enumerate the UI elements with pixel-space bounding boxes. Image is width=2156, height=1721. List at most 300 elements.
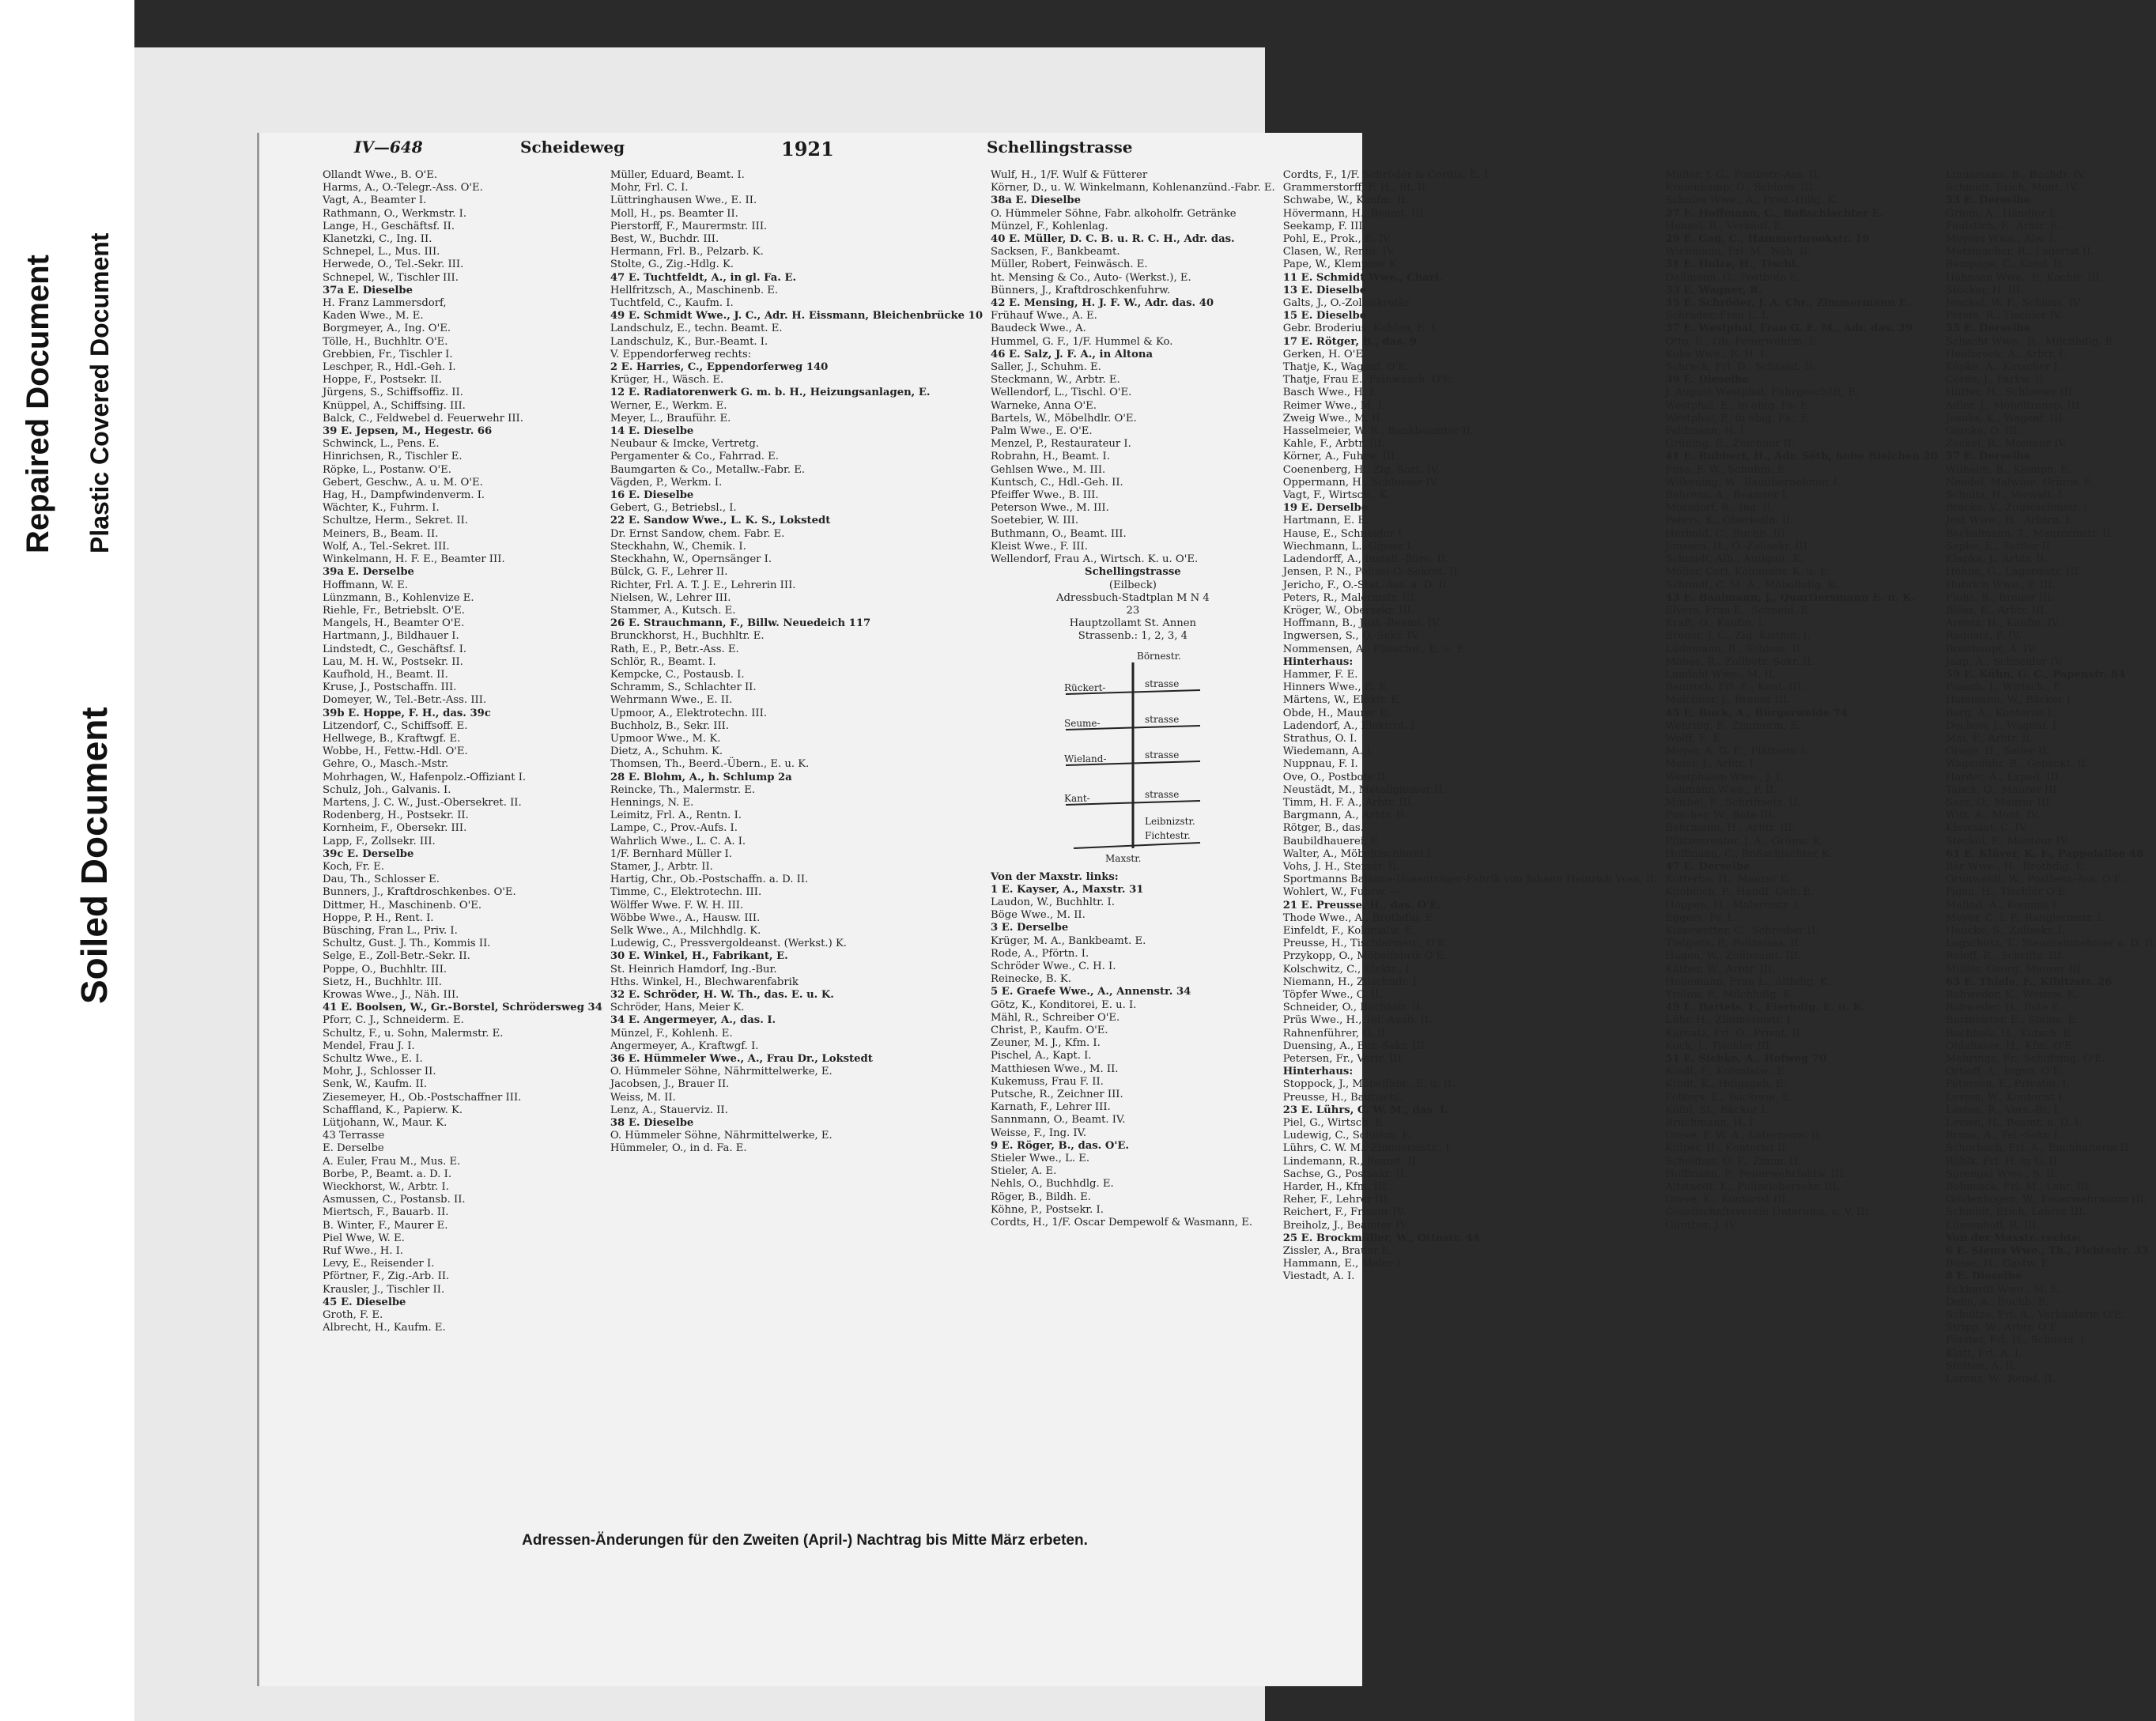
- directory-entry: Jaap, A., Schneider IV.: [1945, 655, 2063, 668]
- directory-entry: Peters, R., Tischler IV.: [1945, 310, 2063, 323]
- directory-entry: Gerken, H. O'E.: [1282, 348, 1367, 360]
- directory-entry: Bär Wwe., H., Brothdlg. E.: [1945, 860, 2087, 873]
- directory-entry: Schnepel, W., Tischler III.: [323, 271, 459, 284]
- directory-entry: Wolf, A., Tel.-Sekret. III.: [323, 540, 450, 553]
- directory-entry: Thatje, K., Wagenf. O'E.: [1282, 361, 1409, 374]
- directory-entry: Buchholz, H., Kutsch. E.: [1945, 1027, 2075, 1040]
- directory-entry: Dittmer, H., Maschinenb. O'E.: [323, 899, 482, 911]
- directory-entry: Beinroth, Frl. E., Kont. III.: [1665, 681, 1805, 694]
- directory-entry: B. Winter, F., Maurer E.: [323, 1219, 448, 1232]
- directory-entry: Tölle, H., Buchhltr. O'E.: [323, 335, 448, 348]
- directory-entry: Förster, Frl. H., Schneid. I.: [1945, 1334, 2088, 1347]
- directory-entry: Preusse, H., Tischlermstr., O'E.: [1282, 938, 1449, 950]
- directory-entry: 63 E. Thiele, F., Kibitzstr. 26: [1945, 976, 2113, 988]
- directory-entry: Jensen, P. N., Polizei-O.-Sekret. II.: [1282, 566, 1461, 579]
- directory-entry: Duensing, A., Bur.-Sekr. III.: [1282, 1040, 1429, 1052]
- directory-entry: Jürgens, S., Schiffsoffiz. II.: [323, 387, 463, 399]
- directory-entry: 39 E. Jepsen, M., Hegestr. 66: [323, 425, 493, 438]
- directory-entry: Buchholz, B., Sekr. III.: [610, 719, 730, 732]
- directory-entry: Kotterba, H., Maurer E.: [1665, 874, 1792, 886]
- directory-entry: Gehre, O., Masch.-Mstr.: [323, 758, 449, 771]
- directory-entry: Knobloch, P., Handl.-Geh. E.: [1665, 886, 1814, 899]
- directory-entry: Pförtner, F., Zig.-Arb. II.: [323, 1270, 450, 1283]
- directory-entry: Balck, C., Feldwebel d. Feuerwehr III.: [323, 412, 523, 425]
- directory-entry: Kröger, W., Obersekr. III.: [1282, 604, 1415, 617]
- directory-entry: Baumgarten & Co., Metallw.-Fabr. E.: [610, 463, 806, 476]
- directory-entry: Wichmann, Frl. M., Näh. II.: [1665, 246, 1811, 259]
- directory-entry: Meyer, L., Brauführ. E.: [610, 412, 731, 425]
- directory-entry: Strathus, O. I.: [1282, 732, 1357, 745]
- directory-entry: Fuss, F. W., Schuhm. E.: [1665, 463, 1788, 476]
- directory-entry: Nehls, O., Buchhdlg. E.: [991, 1178, 1114, 1191]
- directory-entry: (Eilbeck): [1108, 579, 1157, 591]
- directory-entry: 3 E. Derselbe: [991, 922, 1069, 934]
- directory-entry: Brüchmann, H. I.: [1665, 1117, 1757, 1130]
- directory-entry: 43 E. Baalmann, J., Quartiersmann E. u. K.: [1665, 591, 1916, 604]
- directory-entry: Folkers, E., Bäckerei, E.: [1665, 1091, 1793, 1104]
- directory-entry: Griem, A., Händler E.: [1945, 207, 2060, 220]
- directory-entry: Pforr, C. J., Schneiderm. E.: [323, 1014, 464, 1027]
- directory-entry: Hoffmann, W. E.: [323, 579, 408, 591]
- directory-entry: Mohr, Frl. C. I.: [610, 182, 689, 194]
- directory-entry: Lehmann Wwe., P. II.: [1665, 783, 1777, 796]
- directory-entry: Strassenb.: 1, 2, 3, 4: [1078, 630, 1188, 643]
- directory-entry: Faulstich, F., Arbtr. E.: [1945, 220, 2061, 232]
- directory-entry: Hoppen, H., Malermstr. I.: [1665, 899, 1802, 911]
- directory-entry: Peters, R., Malermstr. III.: [1282, 591, 1418, 604]
- directory-entry: Müller, J. G., Postbetr.-Ass. II.: [1665, 169, 1821, 181]
- directory-entry: Rempage, C., Kond. II.: [1945, 259, 2065, 271]
- directory-entry: Nielsen, W., Lehrer III.: [610, 591, 731, 604]
- directory-entry: 55 E. Derselbe: [1945, 323, 2031, 335]
- leibnizstr-label: Leibnizstr.: [1144, 815, 1195, 827]
- directory-entry: Körner, A., Fuhrw. III.: [1282, 451, 1399, 463]
- directory-entry: Rohweder, K., Weissw. E.: [1945, 989, 2079, 1001]
- directory-entry: Logschütz, T., Steuereinnehmer a. D. II.: [1945, 938, 2156, 950]
- directory-entry: Ingwersen, S., O.-Sekr. IV.: [1282, 630, 1421, 643]
- directory-entry: Prüs Wwe., H., Tel.-Ausb. II.: [1282, 1014, 1433, 1027]
- directory-entry: Büsching, Fran L., Priv. I.: [323, 924, 458, 937]
- directory-entry: Mangels, H., Beamter O'E.: [323, 617, 465, 630]
- directory-entry: 14 E. Dieselbe: [610, 425, 694, 438]
- directory-entry: Stammer, A., Kutsch. E.: [610, 604, 736, 617]
- directory-entry: Koch, Fr. E.: [323, 860, 384, 873]
- directory-entry: Hinterhaus:: [1282, 655, 1354, 668]
- directory-entry: Karnatz, Frl. O., Privat. II.: [1665, 1027, 1803, 1040]
- directory-entry: Götz, K., Konditorei, E. u. I.: [991, 998, 1137, 1011]
- directory-entry: Miertsch, F., Bauarb. II.: [323, 1206, 449, 1219]
- directory-entry: Ortloff, A., Ingen. O'E.: [1945, 1066, 2063, 1078]
- directory-entry: 38a E. Dieselbe: [991, 194, 1082, 207]
- directory-entry: Wolff, E. E.: [1665, 732, 1724, 745]
- directory-entry: Pfeiffer Wwe., B. III.: [991, 489, 1099, 502]
- directory-entry: J. August Westphal, Fuhrgeschäft, E.: [1665, 387, 1860, 399]
- directory-entry: Leimitz, Frl. A., Rentn. I.: [610, 810, 742, 822]
- directory-entry: Hinrichsen, R., Tischler E.: [323, 451, 463, 463]
- directory-entry: Stöcker, H. III.: [1945, 284, 2024, 296]
- directory-entry: Senk, W., Kaufm. II.: [323, 1078, 428, 1091]
- directory-entry: Klanetzki, C., Ing. II.: [323, 233, 432, 246]
- directory-entry: Hummel, G. F., 1/F. Hummel & Ko.: [991, 335, 1173, 348]
- directory-entry: 16 E. Dieselbe: [610, 489, 694, 502]
- directory-entry: 9 E. Röger, B., das. O'E.: [991, 1139, 1130, 1152]
- directory-entry: Wohlert, W., Fuhrw. —: [1282, 886, 1401, 899]
- directory-entry: Walter, A., Möbeltischlerei I.: [1282, 847, 1434, 860]
- directory-entry: E. Derselbe: [323, 1142, 384, 1155]
- directory-entry: Hartmann, J., Bildhauer I.: [323, 630, 459, 643]
- directory-entry: Kindt, F., Kolonialw., E.: [1665, 1066, 1788, 1078]
- directory-entry: Kuntsch, C., Hdl.-Geh. II.: [991, 476, 1123, 489]
- directory-entry: Schultz Wwe., E. I.: [323, 1053, 423, 1066]
- directory-entry: Reimer Wwe., M. I.: [1282, 399, 1385, 412]
- directory-entry: Cordts, H., 1/F. Oscar Dempewolf & Wasmann, E.: [991, 1217, 1253, 1228]
- directory-entry: Westphal, P., in obig. Fa., E.: [1665, 412, 1812, 425]
- directory-entry: Schmidt, C. M. A., Möbelhdlg. K.: [1665, 579, 1839, 591]
- directory-entry: Moll, H., ps. Beamter II.: [610, 207, 738, 220]
- directory-entry: Kempcke, C., Postausb. I.: [610, 668, 745, 681]
- directory-entry: Knüppel, A., Schiffsing. III.: [323, 399, 466, 412]
- directory-entry: Wahrlich Wwe., L. C. A. I.: [610, 835, 746, 847]
- directory-entry: Levien, W., Kontorist I.: [1945, 1091, 2066, 1104]
- directory-entry: Kolschwitz, C., Elektr., I.: [1282, 963, 1414, 976]
- directory-entry: Hinterhaus:: [1282, 1066, 1354, 1078]
- directory-entry: Clasen, W., Rentn. IV.: [1282, 246, 1396, 259]
- directory-entry: Käther, W., Arbtr. III.: [1665, 963, 1776, 976]
- directory-entry: 49 E. Bartels, F., Eierhdlg. E. u. K.: [1665, 1002, 1866, 1014]
- directory-entry: 49 E. Schmidt Wwe., J. C., Adr. H. Eissmann, Bleichenbrücke 10: [610, 310, 984, 323]
- directory-entry: Röger, B., Bildh. E.: [991, 1191, 1091, 1203]
- directory-entry: Viestadt, A. I.: [1282, 1270, 1355, 1283]
- directory-entry: Litzendorf, C., Schiffsoff. E.: [323, 719, 468, 732]
- bornestr-label: Börnestr.: [1136, 650, 1181, 662]
- directory-entry: Leschper, R., Hdl.-Geh. I.: [323, 361, 456, 374]
- directory-entry: Schramm, S., Schlachter II.: [610, 681, 757, 694]
- directory-entry: Arentz, H., Kaufm. IV.: [1945, 617, 2061, 630]
- directory-entry: Meiners, B., Beam. II.: [323, 527, 439, 540]
- directory-entry: 39b E. Hoppe, F. H., das. 39c: [323, 707, 491, 719]
- street-map: [1058, 647, 1208, 868]
- directory-entry: Linnemann, B., Buchdr. IV.: [1945, 169, 2087, 181]
- directory-entry: Grünwaldt, W., Postbetr.-Ass. O'E.: [1945, 874, 2125, 886]
- directory-entry: Lenz, A., Stauerviz. II.: [610, 1104, 728, 1116]
- directory-entry: Basch Wwe., H. I.: [1282, 387, 1377, 399]
- directory-entry: Landschulz, E., techn. Beamt. E.: [610, 323, 783, 335]
- directory-entry: Gebert, Geschw., A. u. M. O'E.: [323, 476, 483, 489]
- directory-entry: Lorenz, W., Reisd. II.: [1945, 1373, 2056, 1386]
- directory-entry: Gebert, G., Betriebsl., I.: [610, 502, 737, 515]
- directory-entry: Oldehaver, H., Kfm. O'E.: [1945, 1040, 2075, 1052]
- directory-entry: Schulze Wwe., A., Prod.-Hdlg. K.: [1665, 194, 1839, 207]
- directory-entry: Reher, F., Lehrer III.: [1282, 1194, 1391, 1206]
- directory-entry: Hasselmeier, W. R., Bankbeamter II.: [1282, 425, 1474, 438]
- directory-entry: Tietgens, P., Polizeiass. II.: [1665, 938, 1803, 950]
- directory-entry: Dr. Ernst Sandow, chem. Fabr. E.: [610, 527, 785, 540]
- directory-entry: Hoppe, F., Postsekr. II.: [323, 374, 442, 387]
- directory-entry: Bünners, J., Kraftdroschkenfuhrw.: [991, 284, 1171, 296]
- directory-entry: Mohrhagen, W., Hafenpolz.-Offiziant I.: [323, 771, 527, 783]
- directory-entry: Heilemann, Frau L., Althdlg. K.: [1665, 976, 1831, 988]
- directory-entry: Hennings, N. E.: [610, 796, 694, 809]
- directory-entry: Pfützenreuter, J. A., Grünw. K.: [1665, 835, 1824, 847]
- directory-entry: Grüning, E., Zeichner II.: [1665, 438, 1795, 451]
- directory-entry: Kreienkamp, O., Schloss. III.: [1665, 182, 1817, 194]
- directory-entry: Klatt, Frl. A. I.: [1945, 1347, 2022, 1360]
- soiled-label: Soiled Document: [74, 707, 115, 1004]
- footer-notice: Adressen-Änderungen für den Zweiten (April-) Nachtrag bis Mitte März erbeten.: [522, 1532, 1088, 1549]
- directory-entry: Peterson Wwe., M. III.: [991, 502, 1109, 515]
- directory-entry: Richter, Frl. A. T. J. E., Lehrerin III.: [610, 579, 796, 591]
- directory-entry: Winkelmann, H. F. E., Beamter III.: [323, 553, 505, 566]
- directory-entry: Beckelmann, T., Maurermstr. II.: [1945, 527, 2114, 540]
- directory-entry: 11 E. Schmidt Wwe., Charl.: [1282, 271, 1443, 284]
- directory-entry: Günther, J. IV.: [1665, 1219, 1738, 1232]
- directory-entry: Landahl Wwe., M. II.: [1665, 668, 1777, 681]
- directory-entry: Sass, O., Maurer III.: [1945, 796, 2053, 809]
- directory-entry: Baubildhauerei, E.: [1282, 835, 1382, 847]
- maxstr-label: Maxstr.: [1104, 852, 1142, 864]
- directory-entry: Saller, J., Schuhm. E.: [991, 361, 1101, 374]
- directory-entry: Domeyer, W., Tel.-Betr.-Ass. III.: [323, 694, 487, 707]
- directory-entry: Meyers Wwe., Alw. I.: [1945, 233, 2057, 246]
- directory-entry: Köpke, A., Kutscher I.: [1945, 361, 2061, 374]
- directory-entry: Berg, A., Kontorist I.: [1945, 707, 2055, 719]
- directory-entry: Fajen, H., Tischler O'E.: [1945, 886, 2069, 899]
- directory-entry: Mendel, Frau J. I.: [323, 1040, 415, 1052]
- directory-entry: Putsche, R., Zeichner III.: [991, 1088, 1123, 1100]
- directory-entry: Soetebier, W. III.: [991, 515, 1079, 527]
- directory-entry: Hauptzollamt St. Annen: [1069, 617, 1197, 630]
- directory-entry: V. Eppendorferweg rechts:: [610, 348, 752, 360]
- directory-entry: Krausler, J., Tischler II.: [323, 1283, 445, 1296]
- directory-entry: Märtens, W., Elektr. E.: [1282, 694, 1402, 707]
- directory-entry: Obde, H., Maurer E.: [1282, 707, 1391, 719]
- fichtestr-label: Fichtestr.: [1144, 829, 1191, 841]
- wieland-strasse-label: strasse: [1144, 749, 1180, 760]
- directory-entry: Ollandt Wwe., B. O'E.: [323, 169, 438, 181]
- directory-entry: Levy, E., Reisender I.: [323, 1258, 435, 1270]
- directory-entry: Hähnsen Wwe., P., Kochfr. III.: [1945, 271, 2103, 284]
- directory-entry: 19 E. Derselbe: [1282, 502, 1369, 515]
- directory-entry: Hartig, Chr., Ob.-Postschaffn. a. D. II.: [610, 874, 809, 886]
- directory-entry: Rode, A., Pförtn. I.: [991, 947, 1089, 960]
- directory-entry: 45 E. Buck, A., Bürgerweide 74: [1665, 707, 1848, 719]
- directory-entry: 6 E. Siems Wwe., Th., Fichtestr. 33: [1945, 1245, 2149, 1258]
- directory-entry: Herbold, C., Buchb. III.: [1665, 527, 1789, 540]
- directory-entry: Hubrich Wwe., P. III.: [1945, 579, 2056, 591]
- directory-entry: Greve, F. W. A., Laternenw. II.: [1665, 1130, 1823, 1142]
- directory-entry: Herwede, O., Tel.-Sekr. III.: [323, 259, 464, 271]
- directory-entry: Rohweder, H., Bote E.: [1945, 1002, 2063, 1014]
- directory-entry: Borgmeyer, A., Ing. O'E.: [323, 323, 451, 335]
- directory-entry: Körner, D., u. W. Winkelmann, Kohlenanzünd.-Fabr. E.: [991, 182, 1275, 194]
- directory-entry: Schwabe, W., Kaufm. II.: [1282, 194, 1409, 207]
- directory-entry: 25 E. Brockmüller, W., Ottostr. 44: [1282, 1232, 1480, 1244]
- directory-entry: Altstaedt, K., Polizeiobersekr. III.: [1665, 1181, 1841, 1194]
- directory-entry: Harms, A., O.-Telegr.-Ass. O'E.: [323, 182, 483, 194]
- directory-entry: Schrader, Frau L. I.: [1665, 310, 1769, 323]
- directory-entry: Hoffmann, C., Roßschlachter K.: [1665, 847, 1833, 860]
- directory-entry: Przykopp, O., Möbelfabrik O'E.: [1282, 950, 1448, 963]
- directory-entry: Breuer, J. C., Zig.-Kistnm. I.: [1665, 630, 1811, 643]
- directory-entry: 32 E. Schröder, H. W. Th., das. E. u. K.: [610, 989, 834, 1001]
- directory-entry: Mossdorf, R., Ing. II.: [1665, 502, 1775, 515]
- directory-entry: Jönsson, H., O.-Zollsekr. III.: [1665, 540, 1811, 553]
- directory-entry: Wieckhorst, W., Arbtr. I.: [323, 1181, 449, 1194]
- directory-entry: 2 E. Harries, C., Eppendorferweg 140: [610, 361, 829, 374]
- directory-entry: Thode Wwe., A., Brothdlg. E.: [1282, 911, 1437, 924]
- directory-entry: Schröder Wwe., C. H. I.: [991, 960, 1116, 972]
- directory-entry: 17 E. Rötger, B., das. 9: [1282, 335, 1417, 348]
- directory-entry: Stamer, J., Arbtr. II.: [610, 860, 713, 873]
- directory-entry: 47 E. Derselbe: [1665, 860, 1750, 873]
- directory-entry: Preusse, H., Bautischl.: [1282, 1091, 1403, 1104]
- directory-entry: Frühauf Wwe., A. E.: [991, 310, 1097, 323]
- directory-entry: Wellendorf, L., Tischl. O'E.: [991, 387, 1132, 399]
- directory-entry: Grage, H., Seiler II.: [1945, 745, 2050, 758]
- directory-entry: Baudeck Wwe., A.: [991, 323, 1086, 335]
- directory-entry: 51 E. Siebke, A., Hofweg 70: [1665, 1053, 1827, 1066]
- directory-entry: 40 E. Müller, D. C. B. u. R. C. H., Adr. das.: [991, 233, 1235, 246]
- directory-entry: Tuchtfeld, C., Kaufm. I.: [610, 297, 734, 310]
- directory-entry: 37a E. Dieselbe: [323, 284, 413, 296]
- directory-entry: 61 E. Klüver, K. F., Pappelallee 48: [1945, 847, 2144, 860]
- directory-entry: Blöss, E., Arbtr. III.: [1945, 604, 2048, 617]
- directory-entry: 43 Terrasse: [323, 1130, 385, 1142]
- directory-entry: Hellfritzsch, A., Maschinenb. E.: [610, 284, 779, 296]
- directory-entry: A. Euler, Frau M., Mus. E.: [323, 1155, 461, 1168]
- directory-entry: Grebbien, Fr., Tischler I.: [323, 348, 453, 360]
- column-2: [610, 169, 983, 1386]
- directory-entry: Kaufhold, H., Beamt. II.: [323, 668, 448, 681]
- directory-entry: Lindemann, R., Beamt. II.: [1282, 1155, 1419, 1168]
- directory-entry: Zweig Wwe., M. II.: [1282, 412, 1384, 425]
- directory-entry: Weisse, F., Ing. IV.: [991, 1127, 1087, 1139]
- directory-entry: Feldmann, H. I.: [1665, 425, 1748, 438]
- directory-entry: Schwinck, L., Pens. E.: [323, 438, 440, 451]
- directory-entry: Harder, A., Exped. III.: [1945, 771, 2063, 783]
- directory-entry: Werner, E., Werkm. E.: [610, 399, 727, 412]
- directory-entry: Wächter, K., Fuhrm. I.: [323, 502, 440, 515]
- directory-entry: Busse, H., Gastw. E.: [1945, 1258, 2052, 1270]
- directory-entry: Steckel, F., Monteur IV.: [1945, 835, 2070, 847]
- directory-entry: Sacksen, F., Bankbeamt.: [991, 246, 1120, 259]
- directory-entry: Palm Wwe., E. O'E.: [991, 425, 1093, 438]
- directory-entry: Roloff, R., Schrifts. III.: [1945, 950, 2065, 963]
- directory-entry: Wehrmann Wwe., E. II.: [610, 694, 733, 707]
- directory-entry: Schorbach, Frl. A., Buchhalterin II.: [1945, 1142, 2132, 1155]
- directory-entry: Mai, F., Arbtr. II.: [1945, 732, 2033, 745]
- directory-entry: Piel Wwe, W. E.: [323, 1232, 405, 1244]
- directory-entry: Levien, H., Beamt. a. D. I.: [1945, 1117, 2082, 1130]
- header-right-street: Schellingstrasse: [987, 138, 1133, 157]
- directory-entry: Sprengel Wwe., S. II.: [1945, 1168, 2058, 1180]
- directory-entry: Tralow, F., Milchhdlg. K.: [1665, 989, 1795, 1001]
- directory-entry: Wehring, F., Zimmerm. E.: [1665, 719, 1801, 732]
- directory-entry: Ruf Wwe., H. I.: [323, 1245, 404, 1258]
- directory-entry: Pergamenter & Co., Fahrrad. E.: [610, 451, 779, 463]
- directory-entry: Robrahn, H., Beamt. I.: [991, 451, 1110, 463]
- directory-entry: Kobs Wwe., E. H. I.: [1665, 348, 1768, 360]
- directory-entry: Wölffer Wwe. F. W. H. III.: [610, 899, 744, 911]
- directory-entry: 30 E. Winkel, H., Fabrikant, E.: [610, 950, 788, 963]
- directory-entry: Eggers, Fr. I.: [1665, 911, 1735, 924]
- directory-entry: Rathmann, O., Werkmstr. I.: [323, 207, 467, 220]
- directory-entry: 22 E. Sandow Wwe., L. K. S., Lokstedt: [610, 515, 831, 527]
- plastic-covered-label: Plastic Covered Document: [85, 232, 114, 553]
- directory-entry: Raddatz, F. IV.: [1945, 630, 2022, 643]
- directory-entry: Meyer, C. I. P., Rangiermstr. I.: [1945, 911, 2105, 924]
- directory-entry: Lühr, H., Zimmermstr. I.: [1665, 1014, 1795, 1027]
- directory-entry: 8 E. Dieselbe: [1945, 1270, 2022, 1283]
- directory-entry: 39a E. Derselbe: [323, 566, 414, 579]
- directory-entry: Lüdemann, B., Schloss. II.: [1665, 643, 1804, 655]
- directory-entry: Adler, J., Möbeltransp. III.: [1945, 399, 2083, 412]
- directory-entry: ht. Mensing & Co., Auto- (Werkst.), E.: [991, 271, 1191, 284]
- directory-entry: Hütter, H., Schlosser III.: [1945, 387, 2076, 399]
- directory-entry: Westphal, E., in obig. Fa. E.: [1665, 399, 1811, 412]
- directory-entry: Dau, Th., Schlosser E.: [323, 874, 440, 886]
- directory-entry: Hensel, R., Verkäuf. E.: [1665, 220, 1785, 232]
- directory-entry: Lührs, C. W. M., Zimmermstr., I.: [1282, 1142, 1453, 1155]
- directory-entry: Hümmeler, O., in d. Fa. E.: [610, 1142, 747, 1155]
- directory-entry: Breiholz, J., Beamter IV.: [1282, 1219, 1409, 1232]
- page-header: [259, 133, 1208, 161]
- directory-entry: Oppermann, H., Schlosser IV.: [1282, 476, 1439, 489]
- directory-entry: Hoffmann, B., Just.-Beamt. IV.: [1282, 617, 1441, 630]
- directory-entry: Möller, Carl, Kolonialw. K. u. E.: [1665, 566, 1831, 579]
- directory-entry: H. Franz Lammersdorf,: [323, 297, 447, 310]
- directory-entry: 53 E. Derselbe: [1945, 194, 2031, 207]
- directory-entry: 47 E. Tuchtfeldt, A., in gl. Fa. E.: [610, 271, 797, 284]
- seume-label: Seume-: [1063, 717, 1101, 729]
- directory-entry: Kölbl, St., Bäcker I.: [1665, 1104, 1769, 1116]
- directory-entry: Thatje, Frau E., Feinwäsch. O'E.: [1282, 374, 1455, 387]
- directory-entry: Reincke, Th., Malermstr. E.: [610, 783, 756, 796]
- directory-entry: Schultze, Herm., Sekret. II.: [323, 515, 468, 527]
- directory-entry: Schultz, Gust. J. Th., Kommis II.: [323, 938, 491, 950]
- directory-entry: Albrecht, H., Kaufm. E.: [323, 1322, 446, 1334]
- directory-entry: Schellhas, O. F., Zimm. II.: [1665, 1155, 1802, 1168]
- directory-entry: Metzmacher, R., Lagerist II.: [1945, 246, 2094, 259]
- directory-entry: Pape, W., Klempner K.: [1282, 259, 1400, 271]
- directory-entry: Wiechmann, L., Gipser I.: [1282, 540, 1414, 553]
- directory-entry: Best, W., Buchdr. III.: [610, 233, 719, 246]
- directory-entry: Ladendorff, A., Install.-Büro, II.: [1282, 553, 1449, 566]
- directory-entry: Böge Wwe., M. II.: [991, 909, 1086, 922]
- directory-entry: Schmidt, Erich, Lehrer III.: [1945, 1206, 2086, 1219]
- directory-entry: Piel, G., Wirtsch. E.: [1282, 1117, 1386, 1130]
- column-6: [1946, 169, 2156, 1386]
- directory-entry: Schultze, Frl. A., Verkäuferin O'E.: [1945, 1309, 2126, 1322]
- directory-entry: Hammann, W., Bäcker I.: [1945, 694, 2074, 707]
- directory-entry: Schmidt, Alb., Antiquit. K.: [1665, 553, 1804, 566]
- directory-entry: Vagt, F., Wirtsch., K.: [1282, 489, 1391, 502]
- column-3: [991, 169, 1275, 1386]
- directory-entry: Schlör, R., Beamt. I.: [610, 655, 716, 668]
- directory-entry: Melind, A., Kommis I.: [1945, 899, 2060, 911]
- directory-entry: Behrens, A., Beamter I.: [1665, 489, 1789, 502]
- directory-entry: Peters, K., Oberkelln. II.: [1665, 515, 1794, 527]
- kant-strasse-label: strasse: [1144, 788, 1180, 800]
- directory-entry: Vohs, J. H., Steindr. II.: [1282, 860, 1400, 873]
- directory-entry: Hagen, W., Zollbeamt. III.: [1665, 950, 1802, 963]
- directory-entry: Mähl, R., Schreiber O'E.: [991, 1011, 1120, 1024]
- directory-entry: Ove, O., Postbote II.: [1282, 771, 1389, 783]
- directory-entry: Dallmann, G., Postbote E.: [1665, 271, 1801, 284]
- directory-entry: Coenenberg, H., Zig.-Sort. IV.: [1282, 463, 1440, 476]
- directory-entry: Ziesemeyer, H., Ob.-Postschaffner III.: [323, 1091, 522, 1104]
- directory-entry: Kindt, K., Hdlgsgeh. E.: [1665, 1078, 1787, 1091]
